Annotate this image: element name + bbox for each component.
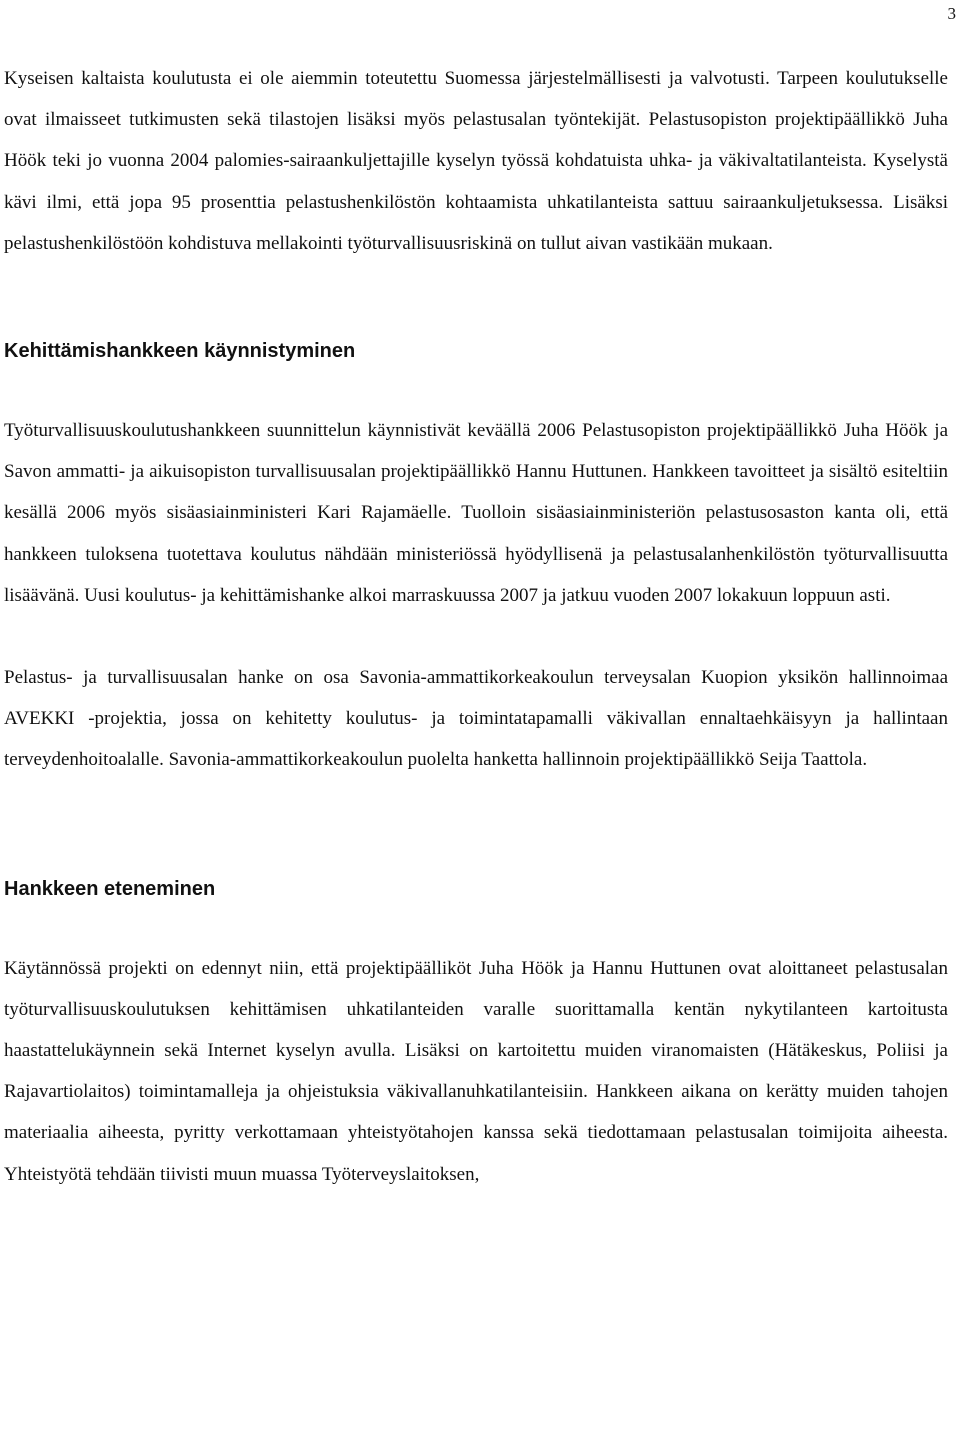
document-body [4, 58, 948, 1195]
spacer [4, 903, 948, 948]
paragraph-progress-1: Käytännössä projekti on edennyt niin, että projektipäälliköt Juha Höök ja Hannu Huttunen ovat aloittaneet pelastusalan työturvallisuuskoulutuksen kehittämisen uhkatilanteiden varalle suorittamalla kentän nykytilanteen kartoitusta haastattelukäynnein sekä Internet kyselyn avulla. Lisäksi on kartoitettu muiden viranomaisten (Hätäkeskus, Poliisi ja Rajavartiolaitos) toimintamalleja ja ohjeistuksia väkivallanuhkatilanteisiin. Hankkeen aikana on kerätty muiden tahojen materiaalia aiheesta, pyritty verkottamaan yhteistyötahojen kanssa sekä tiedottamaan pelastusalan toimijoita aiheesta. Yhteistyötä tehdään tiivisti muun muassa Työterveyslaitoksen, [4, 957, 948, 1185]
spacer [4, 264, 948, 337]
paragraph-intro: Kyseisen kaltaista koulutusta ei ole aiemmin toteutettu Suomessa järjestelmällisesti ja valvotusti. Tarpeen koulutukselle ovat ilmaisseet tutkimusten sekä tilastojen lisäksi myös pelastusalan työntekijät. Pelastusopiston projektipäällikkö Juha Höök teki jo vuonna 2004 palomies-sairaankuljettajille kyselyn työssä kohdatuista uhka- ja väkivaltatilanteista. Kyselystä kävi ilmi, että jopa 95 prosenttia pelastushenkilöstön kohtaamista uhkatilanteista sattuu sairaankuljetuksessa. Lisäksi pelastushenkilöstöön kohdistuva mellakointi työturvallisuusriskinä on tullut aivan vastikään mukaan. [4, 68, 948, 254]
paragraph-start-2: Pelastus- ja turvallisuusalan hanke on osa Savonia-ammattikorkeakoulun terveysalan Kuopion yksikön hallinnoimaa AVEKKI -projektia, jossa on kehitetty koulutus- ja toimintatapamalli väkivallan ennaltaehkäisyyn ja hallintaan terveydenhoitoalalle. Savonia-ammattikorkeakoulun puolelta hanketta hallinnoin projektipäällikkö Seija Taattola. [4, 667, 948, 771]
section-heading-start: Kehittämishankkeen käynnistyminen [4, 340, 356, 363]
section-heading-progress: Hankkeen eteneminen [4, 877, 216, 900]
spacer [4, 365, 948, 410]
spacer [4, 616, 948, 657]
paragraph-start-1: Työturvallisuuskoulutushankkeen suunnittelun käynnistivät keväällä 2006 Pelastusopiston projektipäällikkö Juha Höök ja Savon ammatti- ja aikuisopiston turvallisuusalan projektipäällikkö Hannu Huttunen. Hankkeen tavoitteet ja sisältö esiteltiin kesällä 2006 myös sisäasiainministeri Kari Rajamäelle. Tuolloin sisäasiainministeriön pelastusosaston kanta oli, että hankkeen tuloksena tuotettava koulutus nähdään ministeriössä hyödyllisenä ja pelastusalanhenkilöstön työturvallisuutta lisäävänä. Uusi koulutus- ja kehittämishanke alkoi marraskuussa 2007 ja jatkuu vuoden 2007 lokakuun loppuun asti. [4, 420, 948, 606]
spacer [4, 781, 948, 875]
page-number: 3 [947, 4, 956, 23]
